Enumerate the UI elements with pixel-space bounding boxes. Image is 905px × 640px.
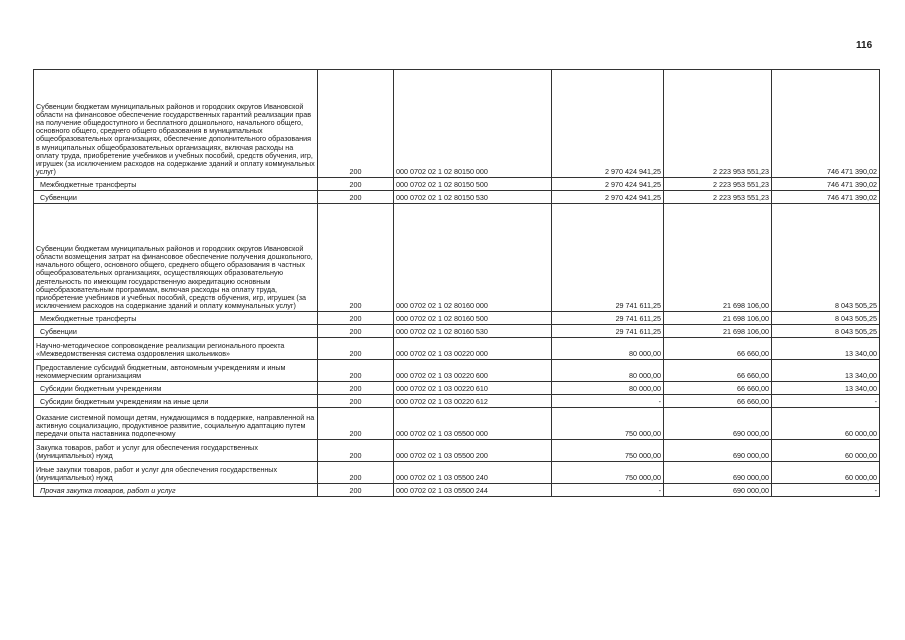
row-classification-code: 000 0702 02 1 03 00220 610: [394, 382, 552, 395]
row-name: Межбюджетные трансферты: [34, 178, 318, 191]
row-remaining: 8 043 505,25: [772, 325, 880, 338]
row-remaining: 60 000,00: [772, 462, 880, 484]
row-classification-code: 000 0702 02 1 03 05500 240: [394, 462, 552, 484]
row-remaining: 13 340,00: [772, 338, 880, 360]
table-row: [34, 178, 880, 191]
row-executed: 690 000,00: [664, 484, 772, 497]
row-approved: 29 741 611,25: [552, 312, 664, 325]
row-classification-code: 000 0702 02 1 02 80160 500: [394, 312, 552, 325]
row-executed: 66 660,00: [664, 338, 772, 360]
row-executed: 690 000,00: [664, 462, 772, 484]
row-remaining: 13 340,00: [772, 382, 880, 395]
row-remaining: 8 043 505,25: [772, 204, 880, 312]
table-row: [34, 395, 880, 408]
row-executed: 21 698 106,00: [664, 325, 772, 338]
row-remaining: 746 471 390,02: [772, 191, 880, 204]
row-remaining: 8 043 505,25: [772, 312, 880, 325]
table-row: [34, 440, 880, 462]
row-line-code: 200: [318, 395, 394, 408]
table-row: [34, 204, 880, 312]
row-name: Научно-методическое сопровождение реализации регионального проекта «Межведомственная система оздоровления школьников»: [34, 338, 318, 360]
row-name: Субвенции: [34, 325, 318, 338]
row-approved: 2 970 424 941,25: [552, 178, 664, 191]
row-remaining: 746 471 390,02: [772, 70, 880, 178]
row-name: Прочая закупка товаров, работ и услуг: [34, 484, 318, 497]
row-name: Оказание системной помощи детям, нуждающимся в поддержке, направленной на активную социализацию, продуктивное развитие, социальную адаптацию путем передачи опыта наставника подопечному: [34, 408, 318, 440]
row-approved: 29 741 611,25: [552, 325, 664, 338]
row-classification-code: 000 0702 02 1 02 80150 000: [394, 70, 552, 178]
table-row: [34, 408, 880, 440]
row-name: Закупка товаров, работ и услуг для обеспечения государственных (муниципальных) нужд: [34, 440, 318, 462]
row-remaining: -: [772, 395, 880, 408]
row-executed: 690 000,00: [664, 440, 772, 462]
row-approved: 2 970 424 941,25: [552, 191, 664, 204]
row-line-code: 200: [318, 312, 394, 325]
row-approved: 80 000,00: [552, 338, 664, 360]
row-executed: 21 698 106,00: [664, 204, 772, 312]
row-name: Межбюджетные трансферты: [34, 312, 318, 325]
row-name: Субсидии бюджетным учреждениям на иные цели: [34, 395, 318, 408]
row-approved: 29 741 611,25: [552, 204, 664, 312]
row-classification-code: 000 0702 02 1 03 00220 612: [394, 395, 552, 408]
table-row: [34, 312, 880, 325]
row-approved: 750 000,00: [552, 408, 664, 440]
row-remaining: 13 340,00: [772, 360, 880, 382]
budget-execution-table: [33, 69, 880, 497]
row-approved: -: [552, 484, 664, 497]
row-classification-code: 000 0702 02 1 03 05500 244: [394, 484, 552, 497]
row-remaining: -: [772, 484, 880, 497]
table-row: [34, 462, 880, 484]
row-line-code: 200: [318, 70, 394, 178]
table-row: [34, 70, 880, 178]
row-remaining: 746 471 390,02: [772, 178, 880, 191]
row-line-code: 200: [318, 408, 394, 440]
row-name: Субсидии бюджетным учреждениям: [34, 382, 318, 395]
row-line-code: 200: [318, 382, 394, 395]
row-executed: 690 000,00: [664, 408, 772, 440]
table-row: [34, 382, 880, 395]
row-remaining: 60 000,00: [772, 408, 880, 440]
row-line-code: 200: [318, 191, 394, 204]
row-remaining: 60 000,00: [772, 440, 880, 462]
row-approved: 750 000,00: [552, 440, 664, 462]
row-executed: 66 660,00: [664, 360, 772, 382]
row-classification-code: 000 0702 02 1 02 80150 530: [394, 191, 552, 204]
row-executed: 66 660,00: [664, 395, 772, 408]
row-approved: 2 970 424 941,25: [552, 70, 664, 178]
table-row: [34, 360, 880, 382]
table-row: [34, 191, 880, 204]
row-line-code: 200: [318, 484, 394, 497]
row-executed: 66 660,00: [664, 382, 772, 395]
row-classification-code: 000 0702 02 1 02 80160 000: [394, 204, 552, 312]
table-row: [34, 338, 880, 360]
row-classification-code: 000 0702 02 1 03 00220 600: [394, 360, 552, 382]
row-classification-code: 000 0702 02 1 03 05500 200: [394, 440, 552, 462]
row-classification-code: 000 0702 02 1 02 80150 500: [394, 178, 552, 191]
row-line-code: 200: [318, 440, 394, 462]
row-classification-code: 000 0702 02 1 03 05500 000: [394, 408, 552, 440]
row-approved: 750 000,00: [552, 462, 664, 484]
row-line-code: 200: [318, 178, 394, 191]
row-classification-code: 000 0702 02 1 03 00220 000: [394, 338, 552, 360]
row-approved: 80 000,00: [552, 360, 664, 382]
row-executed: 2 223 953 551,23: [664, 191, 772, 204]
row-name: Субвенции: [34, 191, 318, 204]
row-line-code: 200: [318, 338, 394, 360]
row-name: Иные закупки товаров, работ и услуг для обеспечения государственных (муниципальных) нужд: [34, 462, 318, 484]
table-row: [34, 325, 880, 338]
row-approved: 80 000,00: [552, 382, 664, 395]
row-line-code: 200: [318, 325, 394, 338]
row-executed: 2 223 953 551,23: [664, 178, 772, 191]
row-line-code: 200: [318, 462, 394, 484]
table-row: [34, 484, 880, 497]
row-line-code: 200: [318, 204, 394, 312]
row-executed: 2 223 953 551,23: [664, 70, 772, 178]
row-executed: 21 698 106,00: [664, 312, 772, 325]
row-classification-code: 000 0702 02 1 02 80160 530: [394, 325, 552, 338]
page-number: 116: [856, 40, 873, 51]
row-name: Субвенции бюджетам муниципальных районов и городских округов Ивановской области возмещения затрат на финансовое обеспечение получения дошкольного, начального общего, основного общего, среднего общего образования в частных общеобразовательных организациях, осуществляющих образовательную деятельность по имеющим государственную аккредитацию основным общеобразовательным программам, включая расходы на оплату труда, приобретение учебников и учебных пособий, средств обучения, игр, игрушек (за исключением расходов на содержание зданий и оплату коммунальных услуг): [34, 204, 318, 312]
row-name: Предоставление субсидий бюджетным, автономным учреждениям и иным некоммерческим организациям: [34, 360, 318, 382]
row-approved: -: [552, 395, 664, 408]
row-name: Субвенции бюджетам муниципальных районов и городских округов Ивановской области на финансовое обеспечение государственных гарантий реализации прав на получение общедоступного и бесплатного дошкольного, начального общего, основного общего, среднего общего образования в муниципальных общеобразовательных организациях, обеспечение дополнительного образования в муниципальных общеобразовательных организациях, включая расходы на оплату труда, приобретение учебников и учебных пособий, средств обучения, игр, игрушек (за исключением расходов на содержание зданий и оплату коммунальных услуг): [34, 70, 318, 178]
row-line-code: 200: [318, 360, 394, 382]
